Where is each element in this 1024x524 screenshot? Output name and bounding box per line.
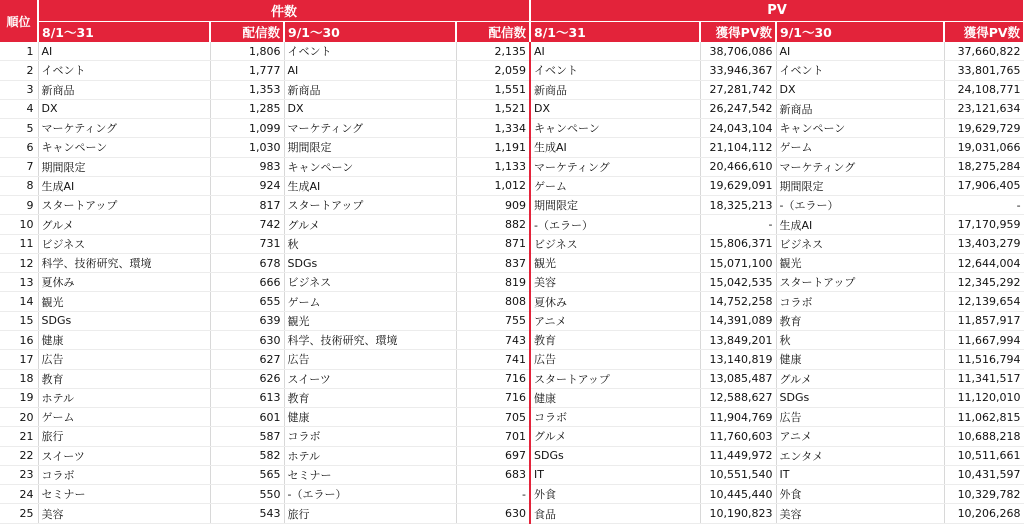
table-row [0,99,1024,118]
count-sep-keyword: -（エラー） [284,485,456,504]
count-aug-keyword: スイーツ [38,446,210,465]
pv-aug-value: 11,760,603 [700,427,776,446]
pv-aug-keyword: 食品 [530,504,700,523]
pv-aug-value: 27,281,742 [700,80,776,99]
pv-aug-value: 14,391,089 [700,311,776,330]
table-row [0,292,1024,311]
table-row [0,42,1024,61]
count-aug-value: 582 [210,446,284,465]
rank-cell: 9 [0,196,38,215]
pv-sep-keyword: 新商品 [776,99,944,118]
count-aug-value: 1,806 [210,42,284,61]
pv-sep-value: 12,345,292 [944,273,1024,292]
count-aug-keyword: ビジネス [38,234,210,253]
pv-sep-keyword: ゲーム [776,138,944,157]
table-row [0,311,1024,330]
pv-aug-value: 24,043,104 [700,119,776,138]
table-row [0,234,1024,253]
pv-sep-value: 11,062,815 [944,408,1024,427]
pv-sep-value: 11,341,517 [944,369,1024,388]
count-sep-value: 1,133 [456,157,530,176]
pv-aug-value: 11,449,972 [700,446,776,465]
count-aug-keyword: セミナー [38,485,210,504]
pv-sep-value: 13,403,279 [944,234,1024,253]
count-sep-keyword: DX [284,99,456,118]
pv-aug-value-header: 獲得PV数 [700,22,776,43]
pv-aug-keyword: 観光 [530,253,700,272]
count-sep-value: 1,551 [456,80,530,99]
count-aug-keyword: 生成AI [38,176,210,195]
pv-sep-value: 10,431,597 [944,465,1024,484]
pv-sep-keyword: 秋 [776,330,944,349]
pv-sep-value: 17,906,405 [944,176,1024,195]
count-sep-value: 701 [456,427,530,446]
rank-cell: 20 [0,408,38,427]
count-sep-value-header: 配信数 [456,22,530,43]
ranking-rows [0,42,1024,523]
table-row [0,273,1024,292]
count-aug-keyword: 新商品 [38,80,210,99]
count-aug-value: 1,030 [210,138,284,157]
table-row [0,215,1024,234]
count-sep-value: 697 [456,446,530,465]
table-row [0,157,1024,176]
pv-sep-keyword: 生成AI [776,215,944,234]
pv-aug-value: 11,904,769 [700,408,776,427]
count-sep-value: 683 [456,465,530,484]
count-sep-value: 1,012 [456,176,530,195]
rank-cell: 22 [0,446,38,465]
count-sep-keyword: ホテル [284,446,456,465]
count-sep-value: 837 [456,253,530,272]
pv-sep-keyword: グルメ [776,369,944,388]
count-sep-keyword: 秋 [284,234,456,253]
rank-cell: 12 [0,253,38,272]
pv-sep-value: 19,629,729 [944,119,1024,138]
count-sep-keyword: セミナー [284,465,456,484]
count-sep-keyword: 生成AI [284,176,456,195]
pv-sep-value: 10,688,218 [944,427,1024,446]
count-aug-value: 1,777 [210,61,284,80]
count-aug-keyword: AI [38,42,210,61]
count-aug-keyword: 観光 [38,292,210,311]
count-aug-value: 627 [210,350,284,369]
table-row [0,369,1024,388]
count-aug-keyword: 旅行 [38,427,210,446]
pv-sep-value: 12,644,004 [944,253,1024,272]
pv-sep-keyword: AI [776,42,944,61]
count-aug-value: 655 [210,292,284,311]
count-sep-keyword: 観光 [284,311,456,330]
pv-sep-value: 24,108,771 [944,80,1024,99]
count-sep-value: 882 [456,215,530,234]
rank-cell: 14 [0,292,38,311]
count-sep-value: 2,059 [456,61,530,80]
count-sep-keyword: キャンペーン [284,157,456,176]
count-sep-value: 1,521 [456,99,530,118]
count-sep-value: 2,135 [456,42,530,61]
table-row [0,330,1024,349]
table-row [0,196,1024,215]
table-row [0,80,1024,99]
pv-aug-value: 10,190,823 [700,504,776,523]
rank-cell: 11 [0,234,38,253]
pv-aug-value: 15,042,535 [700,273,776,292]
pv-aug-value: 13,140,819 [700,350,776,369]
count-sep-value: 755 [456,311,530,330]
table-row [0,465,1024,484]
pv-sep-value: 11,857,917 [944,311,1024,330]
pv-sep-keyword: SDGs [776,388,944,407]
table-row [0,119,1024,138]
pv-aug-value: - [700,215,776,234]
count-aug-keyword: SDGs [38,311,210,330]
count-sep-period-header: 9/1～30 [284,22,456,43]
pv-aug-keyword: アニメ [530,311,700,330]
count-sep-value: 808 [456,292,530,311]
pv-aug-value: 14,752,258 [700,292,776,311]
count-sep-keyword: SDGs [284,253,456,272]
count-aug-value: 565 [210,465,284,484]
table-row [0,138,1024,157]
count-sep-value: 705 [456,408,530,427]
count-aug-period-header: 8/1～31 [38,22,210,43]
pv-aug-value: 38,706,086 [700,42,776,61]
pv-sep-value: 10,206,268 [944,504,1024,523]
count-aug-value-header: 配信数 [210,22,284,43]
pv-aug-period-header: 8/1～31 [530,22,700,43]
count-aug-value: 1,099 [210,119,284,138]
count-sep-keyword: ゲーム [284,292,456,311]
table-row [0,485,1024,504]
rank-header: 順位 [0,0,38,42]
rank-cell: 10 [0,215,38,234]
pv-sep-keyword: コラボ [776,292,944,311]
pv-aug-value: 15,071,100 [700,253,776,272]
count-sep-keyword: AI [284,61,456,80]
pv-sep-keyword: マーケティング [776,157,944,176]
count-aug-keyword: 教育 [38,369,210,388]
pv-aug-value: 13,849,201 [700,330,776,349]
rank-cell: 3 [0,80,38,99]
pv-sep-value: 11,120,010 [944,388,1024,407]
pv-sep-value-header: 獲得PV数 [944,22,1024,43]
pv-sep-keyword: 美容 [776,504,944,523]
count-aug-value: 639 [210,311,284,330]
count-aug-value: 1,285 [210,99,284,118]
pv-aug-value: 26,247,542 [700,99,776,118]
count-aug-keyword: DX [38,99,210,118]
pv-sep-keyword: 健康 [776,350,944,369]
pv-aug-keyword: 生成AI [530,138,700,157]
count-aug-keyword: マーケティング [38,119,210,138]
table-row [0,427,1024,446]
pv-sep-value: 11,516,794 [944,350,1024,369]
count-aug-value: 666 [210,273,284,292]
rank-cell: 13 [0,273,38,292]
pv-aug-keyword: スタートアップ [530,369,700,388]
pv-aug-value: 13,085,487 [700,369,776,388]
pv-sep-keyword: 観光 [776,253,944,272]
count-aug-keyword: 広告 [38,350,210,369]
pv-aug-keyword: 健康 [530,388,700,407]
pv-aug-value: 12,588,627 [700,388,776,407]
table-row [0,504,1024,523]
count-sep-keyword: 新商品 [284,80,456,99]
pv-aug-value: 19,629,091 [700,176,776,195]
pv-aug-keyword: 新商品 [530,80,700,99]
table-row [0,61,1024,80]
count-aug-value: 630 [210,330,284,349]
count-sep-keyword: 期間限定 [284,138,456,157]
count-sep-value: - [456,485,530,504]
count-aug-value: 587 [210,427,284,446]
pv-sep-keyword: ビジネス [776,234,944,253]
count-aug-keyword: キャンペーン [38,138,210,157]
header-row-columns [0,22,1024,43]
count-sep-value: 716 [456,388,530,407]
rank-cell: 16 [0,330,38,349]
pv-sep-keyword: キャンペーン [776,119,944,138]
table-row [0,408,1024,427]
pv-sep-value: 12,139,654 [944,292,1024,311]
pv-sep-keyword: エンタメ [776,446,944,465]
rank-cell: 23 [0,465,38,484]
count-group-header: 件数 [38,0,530,22]
pv-sep-value: 33,801,765 [944,61,1024,80]
pv-sep-value: 37,660,822 [944,42,1024,61]
count-sep-keyword: スイーツ [284,369,456,388]
count-aug-value: 731 [210,234,284,253]
pv-aug-keyword: 夏休み [530,292,700,311]
count-aug-value: 1,353 [210,80,284,99]
count-aug-value: 678 [210,253,284,272]
pv-sep-keyword: 期間限定 [776,176,944,195]
count-sep-keyword: 科学、技術研究、環境 [284,330,456,349]
rank-cell: 7 [0,157,38,176]
pv-sep-keyword: アニメ [776,427,944,446]
pv-aug-keyword: マーケティング [530,157,700,176]
pv-aug-keyword: 広告 [530,350,700,369]
rank-cell: 2 [0,61,38,80]
table-row [0,176,1024,195]
rank-cell: 5 [0,119,38,138]
count-aug-keyword: スタートアップ [38,196,210,215]
pv-aug-keyword: イベント [530,61,700,80]
count-sep-value: 630 [456,504,530,523]
count-aug-keyword: 科学、技術研究、環境 [38,253,210,272]
rank-cell: 17 [0,350,38,369]
count-sep-value: 1,334 [456,119,530,138]
pv-aug-value: 33,946,367 [700,61,776,80]
count-sep-value: 909 [456,196,530,215]
pv-aug-keyword: 美容 [530,273,700,292]
count-aug-value: 543 [210,504,284,523]
pv-aug-keyword: DX [530,99,700,118]
rank-cell: 4 [0,99,38,118]
rank-cell: 21 [0,427,38,446]
pv-aug-keyword: コラボ [530,408,700,427]
rank-cell: 24 [0,485,38,504]
count-sep-value: 819 [456,273,530,292]
pv-sep-keyword: IT [776,465,944,484]
pv-aug-keyword: AI [530,42,700,61]
pv-sep-period-header: 9/1～30 [776,22,944,43]
count-sep-keyword: 教育 [284,388,456,407]
count-sep-keyword: マーケティング [284,119,456,138]
pv-sep-value: 11,667,994 [944,330,1024,349]
table-row [0,446,1024,465]
pv-aug-keyword: 教育 [530,330,700,349]
header-row-groups [0,0,1024,22]
pv-aug-keyword: ゲーム [530,176,700,195]
pv-aug-value: 21,104,112 [700,138,776,157]
pv-aug-keyword: -（エラー） [530,215,700,234]
count-sep-keyword: 健康 [284,408,456,427]
pv-aug-value: 20,466,610 [700,157,776,176]
count-aug-value: 626 [210,369,284,388]
pv-sep-value: 10,329,782 [944,485,1024,504]
pv-sep-value: - [944,196,1024,215]
pv-aug-keyword: ビジネス [530,234,700,253]
rank-cell: 1 [0,42,38,61]
pv-sep-keyword: イベント [776,61,944,80]
count-sep-value: 741 [456,350,530,369]
count-sep-keyword: イベント [284,42,456,61]
pv-sep-keyword: 外食 [776,485,944,504]
pv-sep-keyword: 教育 [776,311,944,330]
count-sep-value: 871 [456,234,530,253]
count-sep-keyword: ビジネス [284,273,456,292]
count-aug-value: 550 [210,485,284,504]
pv-sep-value: 10,511,661 [944,446,1024,465]
count-aug-keyword: ゲーム [38,408,210,427]
count-aug-value: 983 [210,157,284,176]
count-aug-value: 817 [210,196,284,215]
count-aug-keyword: ホテル [38,388,210,407]
pv-sep-keyword: 広告 [776,408,944,427]
pv-sep-value: 17,170,959 [944,215,1024,234]
pv-aug-keyword: 外食 [530,485,700,504]
pv-aug-value: 10,551,540 [700,465,776,484]
pv-sep-value: 18,275,284 [944,157,1024,176]
pv-aug-keyword: 期間限定 [530,196,700,215]
pv-group-header: PV [530,0,1024,22]
table-row [0,350,1024,369]
count-sep-value: 743 [456,330,530,349]
count-aug-value: 924 [210,176,284,195]
pv-aug-keyword: IT [530,465,700,484]
count-aug-keyword: コラボ [38,465,210,484]
pv-sep-keyword: -（エラー） [776,196,944,215]
count-aug-value: 601 [210,408,284,427]
pv-aug-keyword: キャンペーン [530,119,700,138]
rank-cell: 8 [0,176,38,195]
count-sep-keyword: 旅行 [284,504,456,523]
count-aug-keyword: 期間限定 [38,157,210,176]
count-sep-value: 716 [456,369,530,388]
pv-aug-value: 18,325,213 [700,196,776,215]
count-sep-keyword: 広告 [284,350,456,369]
count-aug-keyword: 健康 [38,330,210,349]
count-aug-keyword: イベント [38,61,210,80]
count-aug-keyword: グルメ [38,215,210,234]
table-row [0,388,1024,407]
count-sep-keyword: グルメ [284,215,456,234]
pv-aug-keyword: SDGs [530,446,700,465]
rank-cell: 25 [0,504,38,523]
count-aug-value: 742 [210,215,284,234]
table-row [0,253,1024,272]
pv-sep-keyword: DX [776,80,944,99]
pv-sep-value: 19,031,066 [944,138,1024,157]
pv-aug-value: 15,806,371 [700,234,776,253]
rank-cell: 19 [0,388,38,407]
rank-cell: 6 [0,138,38,157]
count-sep-keyword: コラボ [284,427,456,446]
count-sep-value: 1,191 [456,138,530,157]
rank-cell: 18 [0,369,38,388]
pv-aug-value: 10,445,440 [700,485,776,504]
count-sep-keyword: スタートアップ [284,196,456,215]
pv-sep-value: 23,121,634 [944,99,1024,118]
count-aug-value: 613 [210,388,284,407]
pv-aug-keyword: グルメ [530,427,700,446]
pv-sep-keyword: スタートアップ [776,273,944,292]
count-aug-keyword: 美容 [38,504,210,523]
count-aug-keyword: 夏休み [38,273,210,292]
rank-cell: 15 [0,311,38,330]
